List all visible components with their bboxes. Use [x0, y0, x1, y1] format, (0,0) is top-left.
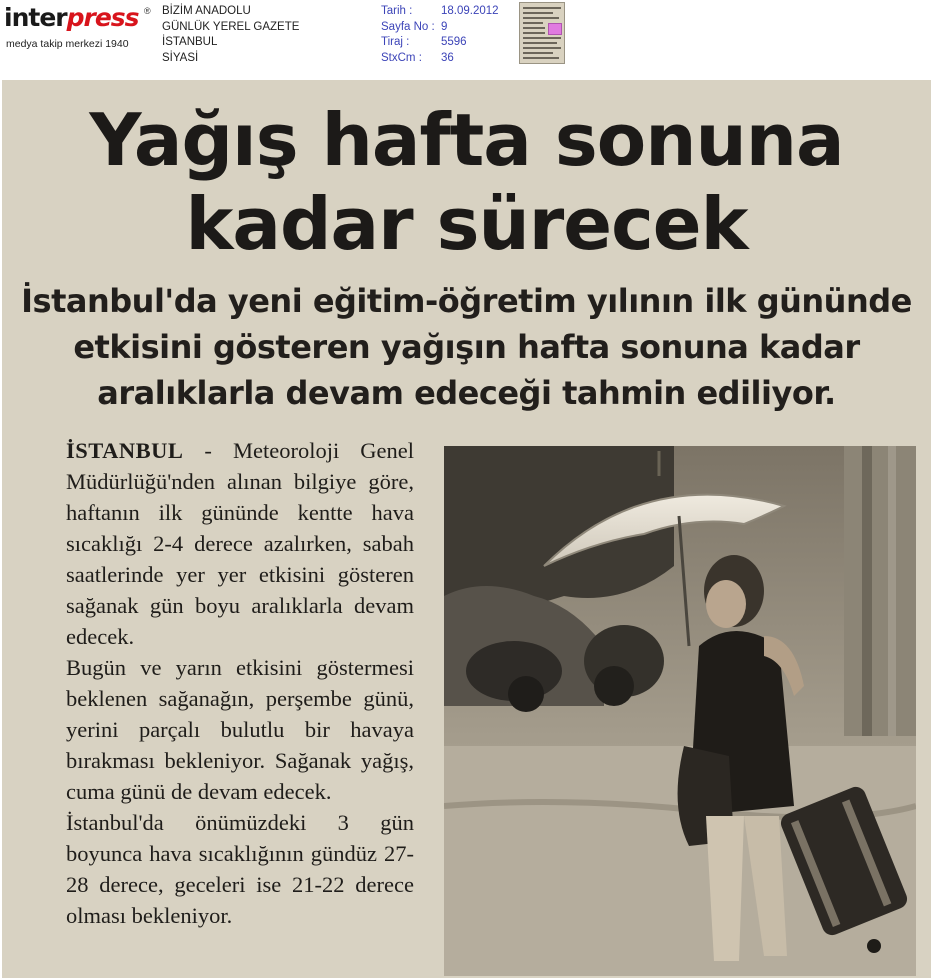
publication-name: BİZİM ANADOLU: [162, 5, 251, 17]
paragraph-3: [66, 807, 414, 931]
news-photo: [444, 446, 916, 976]
logo-main-text: inter: [4, 3, 67, 32]
logo-accent-text: press: [66, 3, 139, 32]
logo-tagline: medya takip merkezi 1940: [6, 38, 129, 50]
meta-value: 18.09.2012: [441, 5, 499, 17]
publication-city: İSTANBUL: [162, 36, 218, 48]
meta-value: 5596: [441, 36, 467, 48]
paragraph-2: [66, 652, 414, 807]
page-thumbnail[interactable]: [519, 2, 565, 64]
meta-value: 9: [441, 20, 448, 33]
meta-label: Sayfa No :: [381, 20, 435, 33]
registered-mark: ®: [144, 6, 151, 16]
publication-section: SİYASİ: [162, 51, 199, 64]
newspaper-clipping: [2, 80, 931, 978]
headline-line-2: kadar sürecek: [185, 182, 748, 266]
subheadline-line-2: etkisini gösteren yağışın hafta sonuna kadar: [73, 328, 860, 366]
paragraph-1: [66, 435, 414, 652]
publication-type: GÜNLÜK YEREL GAZETE: [162, 20, 300, 33]
paragraph-2-text: Bugün ve yarın etkisini göstermesi beklenen sağanağın, perşembe günü, yerini parçalı bulutlu bir havaya bırakması bekleniyor. Sağanak yağış, cuma günü de devam edecek.: [66, 655, 414, 804]
monitoring-header: [0, 0, 933, 78]
article-body: [66, 435, 414, 931]
subheadline-line-3: aralıklarla devam edeceği tahmin ediliyor.: [97, 374, 836, 412]
headline-line-1: Yağış hafta sonuna: [89, 98, 844, 182]
meta-label: StxCm :: [381, 51, 422, 64]
meta-value: 36: [441, 51, 454, 64]
paragraph-3-text: İstanbul'da önümüzdeki 3 gün boyunca hava sıcaklığının gündüz 27-28 derece, geceleri ise 21-22 derece olması bekleniyor.: [66, 810, 414, 928]
clipping-location-marker: [548, 23, 562, 35]
meta-label: Tarih :: [381, 5, 413, 17]
paragraph-1-text: - Meteoroloji Genel Müdürlüğü'nden alınan bilgiye göre, haftanın ilk gününde kentte hava sıcaklığı 2-4 derece azalırken, sabah saatlerinde yer yer etkisini gösteren sağanak gün boyu aralıklarla devam edecek.: [66, 438, 414, 649]
logo-wordmark: [4, 4, 139, 32]
meta-label: Tiraj :: [381, 36, 410, 48]
subheadline-line-1: İstanbul'da yeni eğitim-öğretim yılının ilk gününde: [21, 282, 912, 320]
dateline: İSTANBUL: [66, 438, 184, 463]
publication-info: [162, 4, 299, 66]
interpress-logo: [4, 4, 154, 48]
